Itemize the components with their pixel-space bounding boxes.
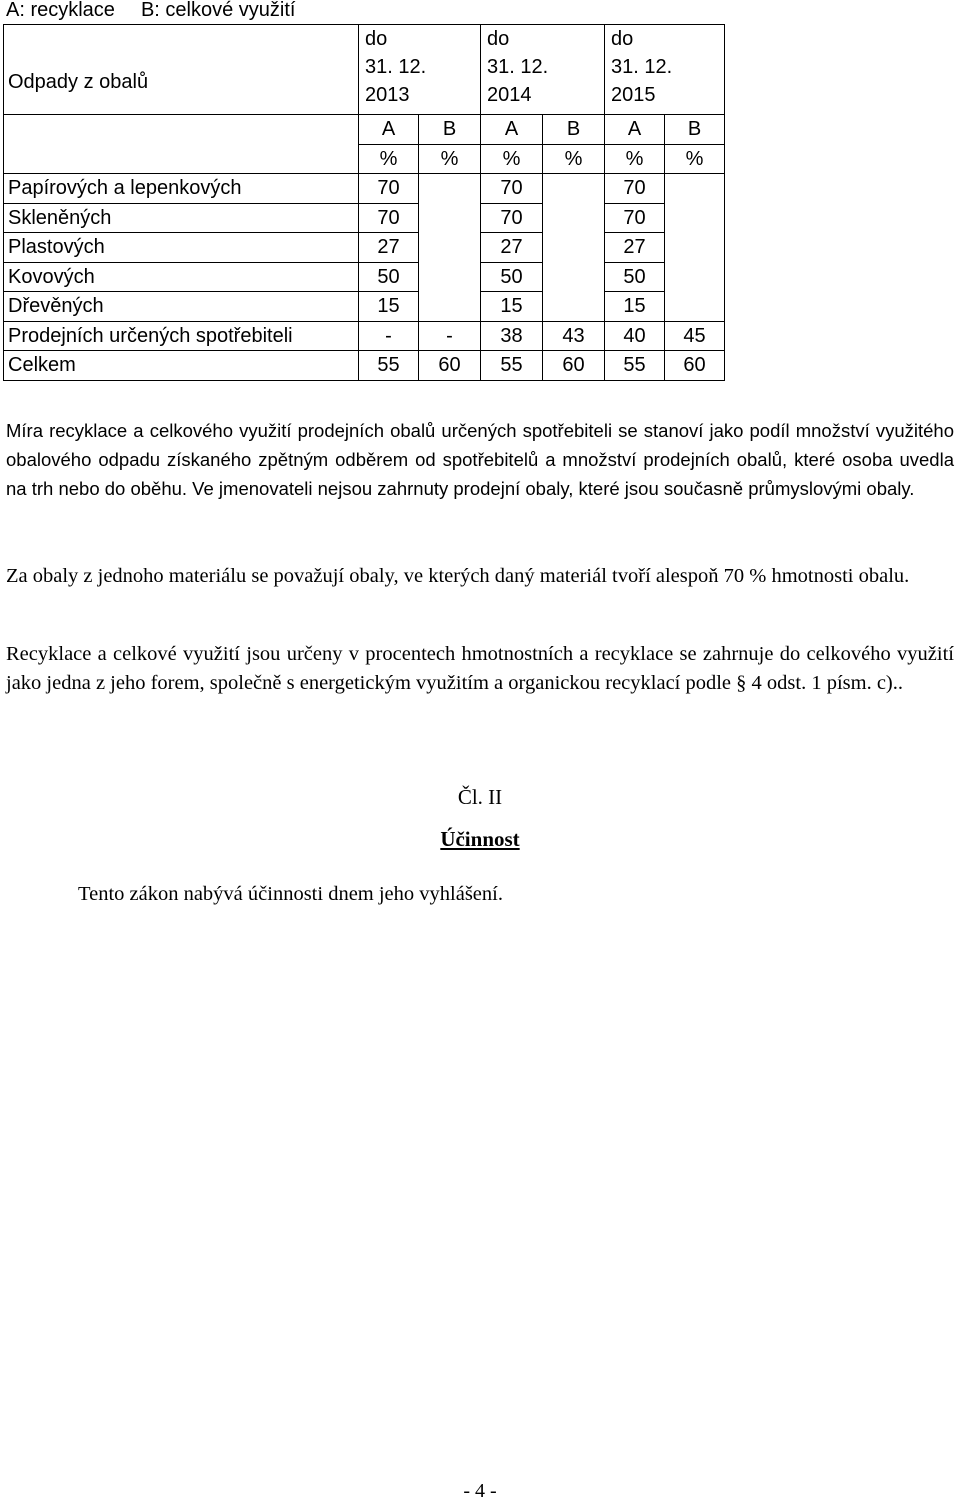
value-cell: 50 [605, 262, 665, 292]
recycling-targets-table [3, 24, 725, 381]
article-title: Účinnost [440, 827, 520, 851]
value-cell: 55 [605, 351, 665, 381]
legend-a: A: recyklace [6, 0, 115, 21]
table-row [4, 115, 725, 145]
unit-cell: % [543, 144, 605, 174]
value-cell [419, 203, 481, 233]
period-header-2013 [359, 25, 481, 115]
empty-cell [4, 144, 359, 174]
row-label: Plastových [4, 233, 359, 263]
value-cell: 70 [359, 203, 419, 233]
row-label: Kovových [4, 262, 359, 292]
row-label: Skleněných [4, 203, 359, 233]
value-cell: 50 [481, 262, 543, 292]
table-row [4, 25, 725, 115]
value-cell: 45 [665, 321, 725, 351]
value-cell [543, 203, 605, 233]
table-row [4, 233, 725, 263]
value-cell: 60 [543, 351, 605, 381]
subheader-cell: B [665, 115, 725, 145]
period-line: do [365, 28, 388, 50]
value-cell [543, 233, 605, 263]
value-cell: 50 [359, 262, 419, 292]
value-cell: 60 [419, 351, 481, 381]
value-cell: 55 [481, 351, 543, 381]
value-cell: 15 [359, 292, 419, 322]
row-label: Papírových a lepenkových [4, 174, 359, 204]
value-cell: 70 [605, 174, 665, 204]
table-row [4, 262, 725, 292]
period-header-2015 [605, 25, 725, 115]
period-line: 31. 12. [487, 56, 549, 78]
value-cell [665, 292, 725, 322]
table-row [4, 144, 725, 174]
subheader-cell: A [359, 115, 419, 145]
value-cell: 60 [665, 351, 725, 381]
unit-cell: % [481, 144, 543, 174]
value-cell: 15 [605, 292, 665, 322]
table-row [4, 174, 725, 204]
value-cell [419, 233, 481, 263]
value-cell [543, 262, 605, 292]
period-line: 2013 [365, 84, 410, 106]
period-line: 31. 12. [365, 56, 427, 78]
paragraph-recycling-definition: Recyklace a celkové využití jsou určeny v procentech hmotnostních a recyklace se zahrnuje do celkového využití jako jedna z jeho forem, společně s energetickým využitím a organickou recyklací podle § 4 odst. 1 písm. c).. [6, 643, 954, 694]
unit-cell: % [419, 144, 481, 174]
value-cell [665, 262, 725, 292]
corner-header: Odpady z obalů [4, 25, 359, 115]
value-cell [419, 174, 481, 204]
value-cell [665, 174, 725, 204]
value-cell [543, 174, 605, 204]
row-label: Dřevěných [4, 292, 359, 322]
subheader-cell: B [419, 115, 481, 145]
row-label: Celkem [4, 351, 359, 381]
period-line: do [487, 28, 510, 50]
value-cell: 27 [605, 233, 665, 263]
value-cell: 70 [359, 174, 419, 204]
paragraph-single-material: Za obaly z jednoho materiálu se považují obaly, ve kterých daný materiál tvoří alespoň 70 % hmotnosti obalu. [6, 565, 910, 587]
value-cell: 27 [481, 233, 543, 263]
value-cell [419, 292, 481, 322]
value-cell: 70 [481, 203, 543, 233]
value-cell [419, 262, 481, 292]
closing-statement: Tento zákon nabývá účinnosti dnem jeho vyhlášení. [78, 883, 503, 905]
value-cell [665, 233, 725, 263]
value-cell [543, 292, 605, 322]
subheader-cell: A [481, 115, 543, 145]
value-cell [665, 203, 725, 233]
table-legend [6, 0, 321, 23]
table-row [4, 351, 725, 381]
value-cell: 40 [605, 321, 665, 351]
period-header-2014 [481, 25, 605, 115]
empty-cell [4, 115, 359, 145]
legend-b: B: celkové využití [140, 0, 296, 21]
subheader-cell: A [605, 115, 665, 145]
unit-cell: % [665, 144, 725, 174]
page-number: - 4 - [463, 1480, 497, 1502]
value-cell: 55 [359, 351, 419, 381]
value-cell: 27 [359, 233, 419, 263]
period-line: 2015 [611, 84, 656, 106]
table-row [4, 321, 725, 351]
value-cell: - [359, 321, 419, 351]
unit-cell: % [605, 144, 665, 174]
value-cell: 70 [605, 203, 665, 233]
period-line: do [611, 28, 634, 50]
paragraph-recycling-rate: Míra recyklace a celkového využití prodejních obalů určených spotřebiteli se stanoví jako podíl množství využitého obalového odpadu získaného zpětným odběrem od spotřebitelů a množství prodejních obalů, které osoba uvedla na trh nebo do oběhu. Ve jmenovateli nejsou zahrnuty prodejní obaly, které jsou současně průmyslovými obaly. [6, 420, 954, 499]
value-cell: 43 [543, 321, 605, 351]
unit-cell: % [359, 144, 419, 174]
period-line: 2014 [487, 84, 532, 106]
value-cell: 38 [481, 321, 543, 351]
row-label: Prodejních určených spotřebiteli [4, 321, 359, 351]
subheader-cell: B [543, 115, 605, 145]
period-line: 31. 12. [611, 56, 673, 78]
value-cell: 15 [481, 292, 543, 322]
value-cell: 70 [481, 174, 543, 204]
value-cell: - [419, 321, 481, 351]
table-row [4, 292, 725, 322]
table-row [4, 203, 725, 233]
article-number: Čl. II [457, 785, 503, 809]
